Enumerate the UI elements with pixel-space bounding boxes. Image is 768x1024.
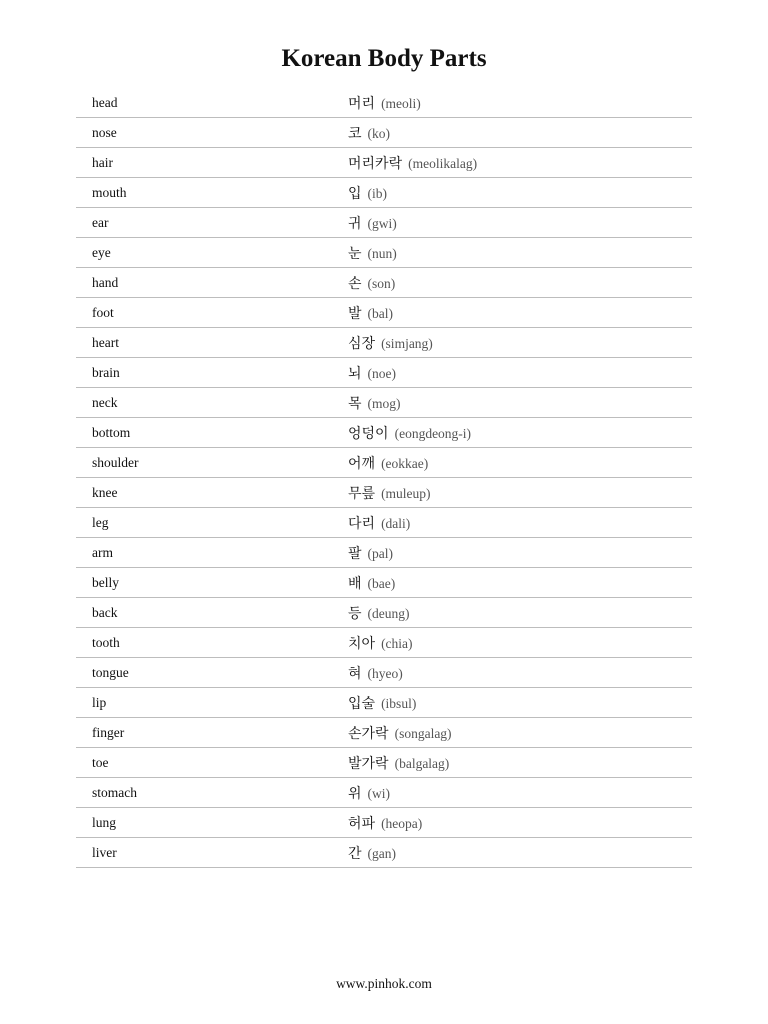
translation-cell [348, 183, 387, 203]
romanization: (meoli) [381, 95, 421, 111]
romanization: (ib) [367, 185, 388, 201]
english-word: eye [92, 244, 111, 260]
translation-cell [348, 573, 395, 593]
translation-cell [348, 453, 428, 473]
english-word: lip [92, 694, 107, 710]
romanization: (heopa) [381, 815, 423, 831]
table-row [76, 148, 692, 178]
translation-cell [348, 513, 410, 533]
english-word: brain [92, 364, 120, 380]
romanization: (wi) [367, 785, 391, 801]
romanization: (deung) [367, 605, 410, 621]
english-word: nose [92, 124, 117, 140]
korean-word: 목 [348, 395, 362, 412]
korean-word: 등 [348, 605, 362, 622]
table-row [76, 718, 692, 748]
footer-url[interactable]: www.pinhok.com [336, 976, 432, 991]
translation-cell [348, 363, 396, 383]
english-word: head [92, 94, 118, 110]
english-word: liver [92, 844, 117, 860]
table-row [76, 478, 692, 508]
korean-word: 손가락 [348, 725, 389, 742]
translation-cell [348, 723, 452, 743]
page-title: Korean Body Parts [281, 45, 487, 72]
english-word: ear [92, 214, 109, 230]
english-word: tooth [92, 634, 120, 650]
translation-cell [348, 333, 433, 353]
translation-cell [348, 213, 397, 233]
romanization: (songalag) [394, 725, 452, 741]
table-row [76, 448, 692, 478]
translation-cell [348, 783, 390, 803]
romanization: (noe) [367, 365, 397, 381]
translation-cell [348, 813, 422, 833]
romanization: (mog) [367, 395, 401, 411]
romanization: (gwi) [367, 215, 397, 231]
english-word: knee [92, 484, 118, 500]
table-row [76, 88, 692, 118]
romanization: (meolikalag) [408, 155, 478, 171]
korean-word: 다리 [348, 515, 376, 532]
english-word: tongue [92, 664, 129, 680]
table-row [76, 328, 692, 358]
table-row [76, 208, 692, 238]
korean-word: 발 [348, 305, 362, 322]
english-word: back [92, 604, 118, 620]
english-word: stomach [92, 784, 137, 800]
translation-cell [348, 243, 397, 263]
romanization: (simjang) [381, 335, 433, 351]
romanization: (eongdeong-i) [394, 425, 472, 441]
korean-word: 머리카락 [348, 155, 403, 172]
translation-cell [348, 603, 410, 623]
english-word: arm [92, 544, 113, 560]
english-word: lung [92, 814, 117, 830]
korean-word: 무릎 [348, 485, 376, 502]
table-row [76, 598, 692, 628]
english-word: belly [92, 574, 119, 590]
english-word: bottom [92, 424, 131, 440]
table-row [76, 658, 692, 688]
table-row [76, 118, 692, 148]
korean-word: 발가락 [348, 755, 389, 772]
translation-cell [348, 633, 413, 653]
table-row [76, 358, 692, 388]
romanization: (ibsul) [381, 695, 417, 711]
romanization: (muleup) [381, 485, 431, 501]
korean-word: 눈 [348, 245, 362, 262]
english-word: leg [92, 514, 109, 530]
table-row [76, 748, 692, 778]
romanization: (chia) [381, 635, 413, 651]
romanization: (pal) [367, 545, 394, 561]
korean-word: 심장 [348, 335, 376, 352]
korean-word: 배 [348, 575, 362, 592]
korean-word: 뇌 [348, 365, 362, 382]
korean-word: 머리 [348, 95, 376, 112]
english-word: shoulder [92, 454, 139, 470]
translation-cell [348, 753, 449, 773]
romanization: (ko) [367, 125, 391, 141]
translation-cell [348, 393, 401, 413]
romanization: (dali) [381, 515, 411, 531]
table-row [76, 688, 692, 718]
korean-word: 코 [348, 125, 362, 142]
translation-cell [348, 483, 431, 503]
english-word: hair [92, 154, 113, 170]
english-word: toe [92, 754, 109, 770]
translation-cell [348, 843, 396, 863]
table-row [76, 838, 692, 868]
korean-word: 허파 [348, 815, 376, 832]
table-row [76, 538, 692, 568]
english-word: foot [92, 304, 114, 320]
english-word: mouth [92, 184, 127, 200]
translation-cell [348, 273, 395, 293]
translation-cell [348, 303, 393, 323]
vocabulary-table [76, 88, 692, 868]
korean-word: 입 [348, 185, 362, 202]
translation-cell [348, 93, 421, 113]
english-word: heart [92, 334, 119, 350]
table-row [76, 778, 692, 808]
korean-word: 어깨 [348, 455, 376, 472]
romanization: (gan) [367, 845, 397, 861]
table-row [76, 388, 692, 418]
table-row [76, 808, 692, 838]
translation-cell [348, 693, 416, 713]
korean-word: 위 [348, 785, 362, 802]
romanization: (balgalag) [394, 755, 450, 771]
translation-cell [348, 123, 390, 143]
korean-word: 혀 [348, 665, 362, 682]
translation-cell [348, 423, 471, 443]
table-row [76, 298, 692, 328]
english-word: finger [92, 724, 125, 740]
table-row [76, 178, 692, 208]
korean-word: 귀 [348, 215, 362, 232]
table-row [76, 268, 692, 298]
romanization: (bal) [367, 305, 394, 321]
romanization: (son) [367, 275, 396, 291]
table-row [76, 508, 692, 538]
korean-word: 손 [348, 275, 362, 292]
table-row [76, 238, 692, 268]
table-row [76, 568, 692, 598]
korean-word: 팔 [348, 545, 362, 562]
korean-word: 엉덩이 [348, 425, 389, 442]
korean-word: 간 [348, 845, 362, 862]
romanization: (bae) [367, 575, 396, 591]
table-row [76, 418, 692, 448]
romanization: (eokkae) [381, 455, 429, 471]
translation-cell [348, 153, 477, 173]
table-row [76, 628, 692, 658]
translation-cell [348, 543, 393, 563]
english-word: hand [92, 274, 119, 290]
romanization: (nun) [367, 245, 397, 261]
romanization: (hyeo) [367, 665, 403, 681]
english-word: neck [92, 394, 118, 410]
korean-word: 치아 [348, 635, 376, 652]
translation-cell [348, 663, 403, 683]
korean-word: 입술 [348, 695, 376, 712]
